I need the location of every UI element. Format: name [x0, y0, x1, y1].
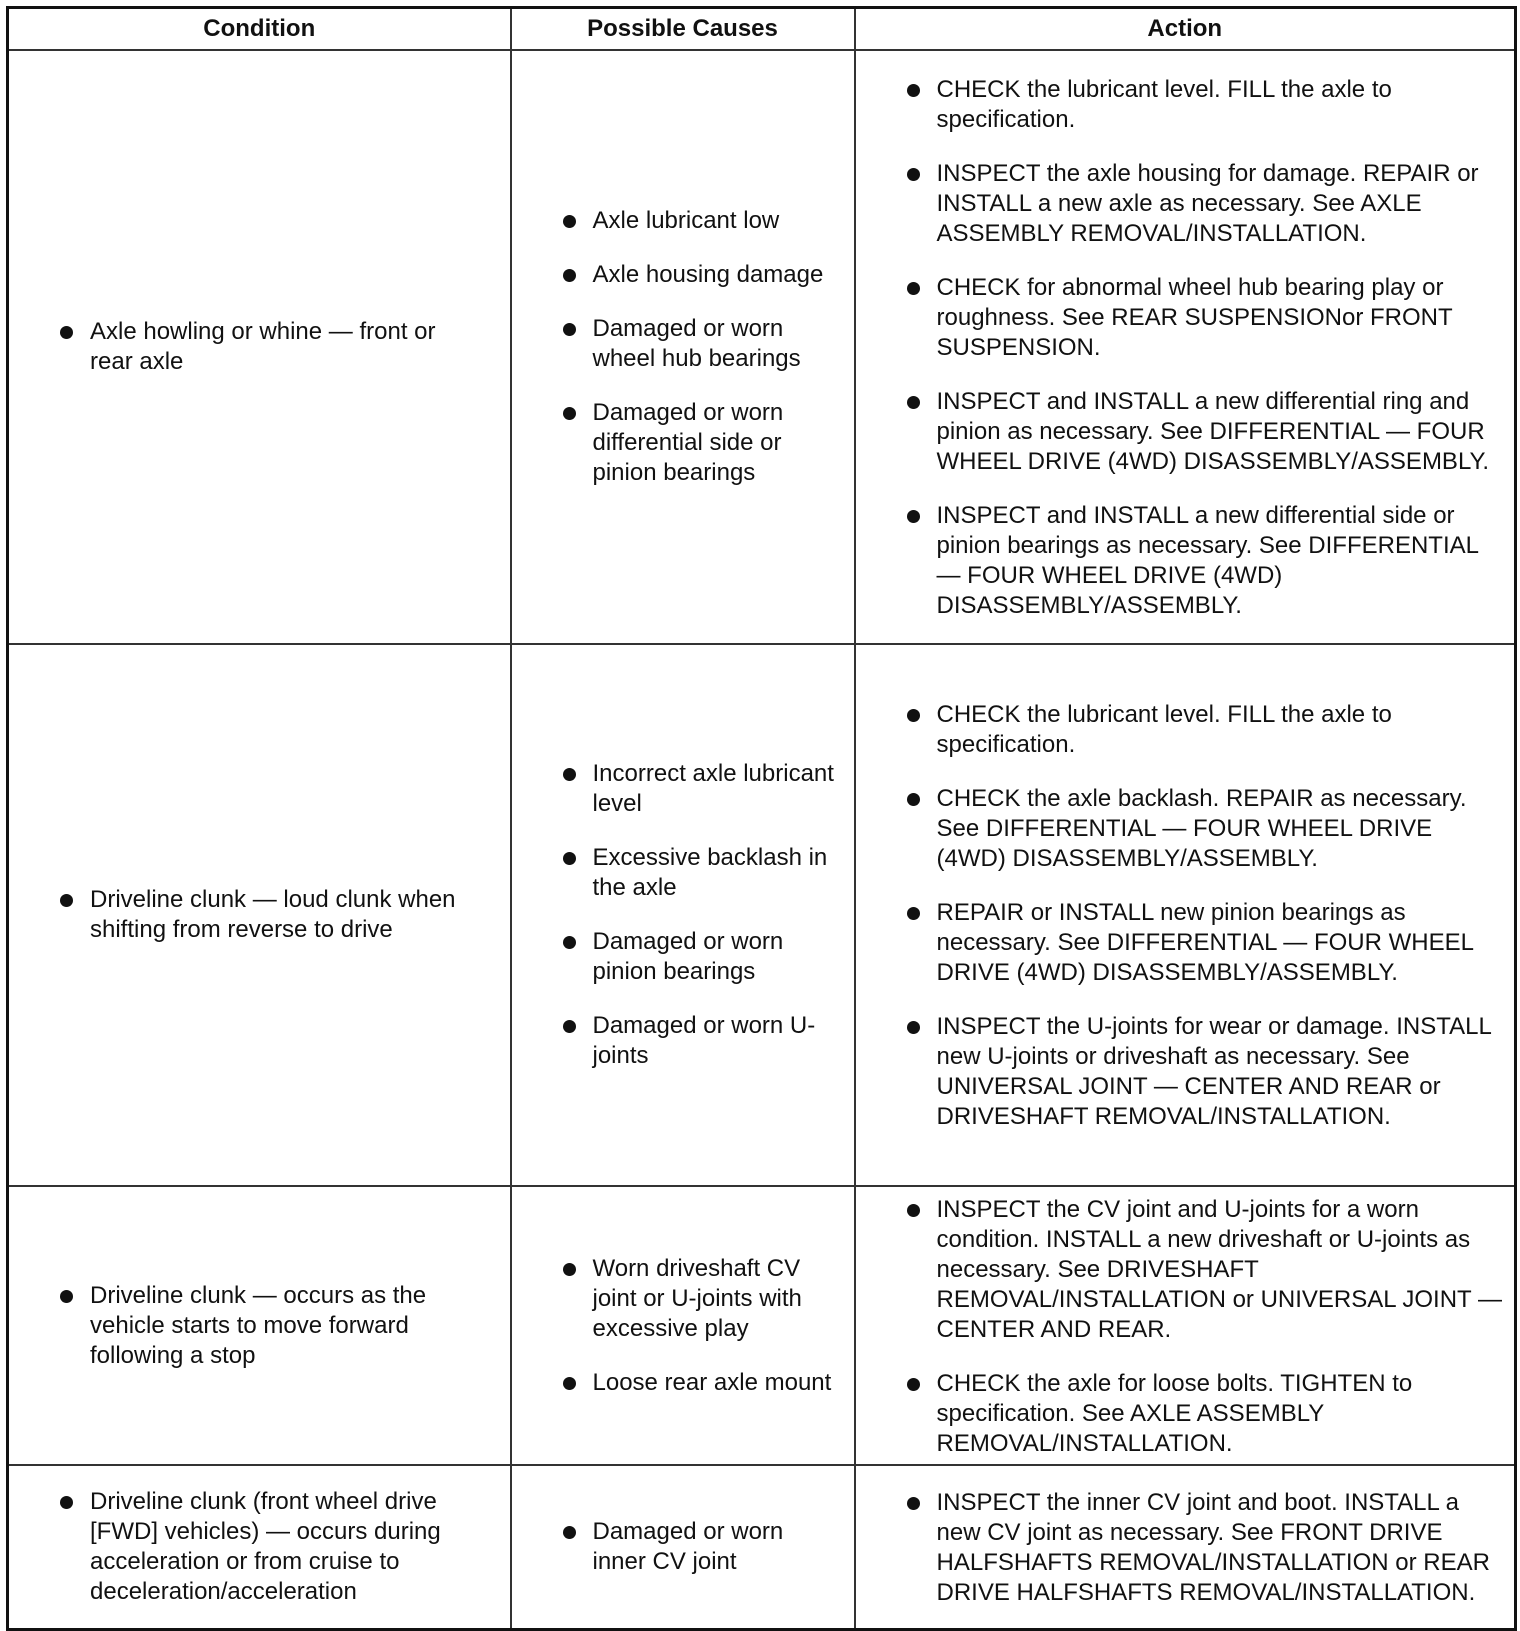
list-item: [593, 1368, 841, 1398]
cause-text: Damaged or worn differential side or pinion bearings: [592, 399, 784, 486]
bullet-icon: [563, 1263, 576, 1276]
header-possible-causes: Possible Causes: [511, 8, 855, 51]
bullet-icon: [907, 1497, 920, 1510]
condition-text: Driveline clunk — occurs as the vehicle starts to move forward following a stop: [90, 1281, 427, 1369]
condition-text: Driveline clunk (front wheel drive [FWD] vehicles) — occurs during acceleration or from cruise to deceleration/acceleration: [90, 1488, 441, 1605]
list-item: [593, 1517, 841, 1577]
bullet-icon: [907, 396, 920, 409]
actions-cell: [855, 644, 1516, 1186]
list-item: [90, 885, 485, 945]
list-item: [593, 260, 841, 290]
cause-text: Loose rear axle mount: [592, 1368, 832, 1396]
bullet-icon: [907, 907, 920, 920]
cause-text: Axle lubricant low: [592, 207, 780, 234]
list-item: [90, 1281, 485, 1371]
action-text: INSPECT the inner CV joint and boot. INSTALL a new CV joint as necessary. See FRONT DRIVE HALFSHAFTS REMOVAL/INSTALLATION or REAR DRIVE HALFSHAFTS REMOVAL/INSTALLATION.: [936, 1489, 1490, 1606]
list-item: [937, 273, 1504, 363]
list-item: [90, 1487, 485, 1607]
list-item: [593, 843, 841, 903]
bullet-icon: [60, 326, 73, 339]
list-item: [937, 898, 1504, 988]
cause-text: Axle housing damage: [592, 261, 824, 288]
bullet-icon: [563, 768, 576, 781]
action-text: INSPECT the U-joints for wear or damage. INSTALL new U-joints or driveshaft as necessary. See UNIVERSAL JOINT — CENTER AND REAR or DRIVESHAFT REMOVAL/INSTALLATION.: [936, 1013, 1491, 1130]
bullet-icon: [907, 709, 920, 722]
condition-cell: [8, 50, 511, 644]
list-item: [593, 314, 841, 374]
table-row: [8, 1465, 1516, 1630]
list-item: [937, 784, 1504, 874]
table-row: [8, 644, 1516, 1186]
bullet-icon: [563, 215, 576, 228]
actions-cell: [855, 1186, 1516, 1465]
condition-text: Driveline clunk — loud clunk when shifting from reverse to drive: [90, 886, 456, 943]
action-text: CHECK the axle for loose bolts. TIGHTEN to specification. See AXLE ASSEMBLY REMOVAL/INSTALLATION.: [936, 1369, 1413, 1457]
list-item: [90, 317, 485, 377]
action-text: CHECK the axle backlash. REPAIR as necessary. See DIFFERENTIAL — FOUR WHEEL DRIVE (4WD) DISASSEMBLY/ASSEMBLY.: [936, 785, 1467, 872]
condition-text: Axle howling or whine — front or rear axle: [90, 318, 436, 375]
header-action: Action: [855, 8, 1516, 51]
diagnosis-table-container: [6, 6, 1514, 1631]
list-item: [593, 1011, 841, 1071]
action-text: INSPECT the CV joint and U-joints for a worn condition. INSTALL a new driveshaft or U-joints as necessary. See DRIVESHAFT REMOVAL/INSTALLATION or UNIVERSAL JOINT — CENTER AND REAR.: [936, 1195, 1502, 1343]
condition-cell: [8, 1186, 511, 1465]
list-item: [593, 1254, 841, 1344]
bullet-icon: [60, 894, 73, 907]
action-text: CHECK the lubricant level. FILL the axle to specification.: [936, 701, 1392, 758]
bullet-icon: [907, 510, 920, 523]
causes-cell: [511, 50, 855, 644]
bullet-icon: [563, 1377, 576, 1390]
cause-text: Incorrect axle lubricant level: [592, 760, 834, 817]
bullet-icon: [563, 269, 576, 282]
table-row: [8, 1186, 1516, 1465]
list-item: [937, 1012, 1504, 1132]
bullet-icon: [60, 1496, 73, 1509]
list-item: [593, 398, 841, 488]
actions-cell: [855, 1465, 1516, 1630]
bullet-icon: [907, 1204, 920, 1217]
list-item: [937, 700, 1504, 760]
bullet-icon: [907, 1021, 920, 1034]
list-item: [937, 75, 1504, 135]
bullet-icon: [563, 1526, 576, 1539]
diagnosis-table: [6, 6, 1517, 1631]
cause-text: Damaged or worn U-joints: [592, 1012, 816, 1069]
list-item: [937, 1195, 1504, 1345]
cause-text: Damaged or worn inner CV joint: [592, 1518, 784, 1575]
list-item: [937, 1488, 1504, 1608]
action-text: INSPECT the axle housing for damage. REPAIR or INSTALL a new axle as necessary. See AXLE ASSEMBLY REMOVAL/INSTALLATION.: [936, 160, 1479, 247]
actions-cell: [855, 50, 1516, 644]
bullet-icon: [563, 1020, 576, 1033]
cause-text: Damaged or worn pinion bearings: [592, 928, 784, 985]
action-text: INSPECT and INSTALL a new differential side or pinion bearings as necessary. See DIFFERENTIAL — FOUR WHEEL DRIVE (4WD) DISASSEMBLY/ASSEMBLY.: [936, 502, 1479, 619]
condition-cell: [8, 644, 511, 1186]
table-row: [8, 50, 1516, 644]
list-item: [593, 927, 841, 987]
list-item: [593, 206, 841, 236]
list-item: [593, 759, 841, 819]
bullet-icon: [907, 1378, 920, 1391]
cause-text: Damaged or worn wheel hub bearings: [592, 315, 801, 372]
list-item: [937, 159, 1504, 249]
bullet-icon: [907, 84, 920, 97]
action-text: INSPECT and INSTALL a new differential ring and pinion as necessary. See DIFFERENTIAL — FOUR WHEEL DRIVE (4WD) DISASSEMBLY/ASSEMBLY.: [936, 388, 1490, 475]
list-item: [937, 387, 1504, 477]
bullet-icon: [907, 282, 920, 295]
action-text: CHECK the lubricant level. FILL the axle to specification.: [936, 76, 1392, 133]
bullet-icon: [563, 852, 576, 865]
action-text: CHECK for abnormal wheel hub bearing play or roughness. See REAR SUSPENSIONor FRONT SUSPENSION.: [936, 274, 1453, 361]
action-text: REPAIR or INSTALL new pinion bearings as necessary. See DIFFERENTIAL — FOUR WHEEL DRIVE (4WD) DISASSEMBLY/ASSEMBLY.: [936, 899, 1474, 986]
list-item: [937, 501, 1504, 621]
causes-cell: [511, 644, 855, 1186]
cause-text: Excessive backlash in the axle: [592, 844, 828, 901]
condition-cell: [8, 1465, 511, 1630]
header-row: [8, 8, 1516, 51]
bullet-icon: [563, 407, 576, 420]
causes-cell: [511, 1186, 855, 1465]
bullet-icon: [60, 1290, 73, 1303]
causes-cell: [511, 1465, 855, 1630]
cause-text: Worn driveshaft CV joint or U-joints with excessive play: [592, 1254, 802, 1342]
bullet-icon: [907, 793, 920, 806]
header-condition: Condition: [8, 8, 511, 51]
bullet-icon: [563, 323, 576, 336]
bullet-icon: [907, 168, 920, 181]
list-item: [937, 1369, 1504, 1459]
bullet-icon: [563, 936, 576, 949]
